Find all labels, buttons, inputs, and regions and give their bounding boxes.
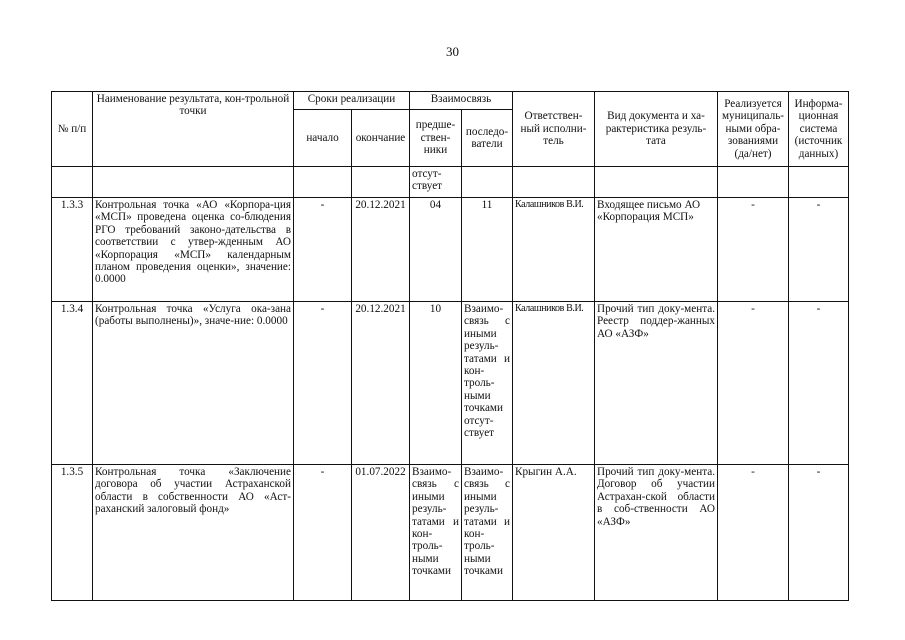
row-municipal: - — [718, 302, 789, 465]
row-end: 20.12.2021 — [352, 198, 410, 302]
carry-predecessors: отсут-ствует — [410, 167, 462, 198]
header-period: Сроки реализации — [294, 92, 410, 110]
row-document: Входящее письмо АО «Корпорация МСП» — [595, 198, 718, 302]
row-start: - — [294, 302, 352, 465]
row-info-system: - — [789, 302, 849, 465]
row-predecessors: 04 — [410, 198, 462, 302]
table-row — [52, 465, 849, 601]
row-num: 1.3.3 — [52, 198, 93, 302]
row-responsible: Калашников В.И. — [513, 302, 595, 465]
row-end: 01.07.2022 — [352, 465, 410, 601]
carry-num — [52, 167, 93, 198]
plan-table — [51, 91, 849, 601]
carry-info — [789, 167, 849, 198]
carry-document — [595, 167, 718, 198]
header-name: Наименование результата, кон-трольной точки — [93, 92, 294, 167]
row-num: 1.3.5 — [52, 465, 93, 601]
table-row — [52, 198, 849, 302]
row-municipal: - — [718, 198, 789, 302]
header-municipal: Реализуется муниципаль-ными обра-зованиями (да/нет) — [718, 92, 789, 167]
header-info-system: Информа-ционная система (источник данных) — [789, 92, 849, 167]
row-responsible: Калашников В.И. — [513, 198, 595, 302]
row-name: Контрольная точка «АО «Корпора-ция «МСП» проведена оценка со-блюдения РГО требований законо-дательства в соответствии с утвер-жденным АО «Корпорация «МСП» календарным планом проведения оценки», значение: 0.0000 — [93, 198, 294, 302]
row-successors: Взаимо-связь с иными резуль-татами и кон-троль-ными точками отсут-ствует — [462, 302, 513, 465]
row-info-system: - — [789, 465, 849, 601]
row-predecessors: 10 — [410, 302, 462, 465]
row-predecessors: Взаимо-связь с иными резуль-татами и кон-троль-ными точками — [410, 465, 462, 601]
header-start: начало — [294, 110, 352, 167]
row-successors: 11 — [462, 198, 513, 302]
header-num: № п/п — [52, 92, 93, 167]
carry-over-row — [52, 167, 849, 198]
carry-municipal — [718, 167, 789, 198]
row-municipal: - — [718, 465, 789, 601]
row-name: Контрольная точка «Услуга ока-зана (работы выполнены)», значе-ние: 0.0000 — [93, 302, 294, 465]
row-start: - — [294, 198, 352, 302]
carry-end — [352, 167, 410, 198]
carry-name — [93, 167, 294, 198]
table-row — [52, 302, 849, 465]
row-end: 20.12.2021 — [352, 302, 410, 465]
header-row-1 — [52, 92, 849, 110]
row-name: Контрольная точка «Заключение договора об участии Астраханской области в собственности АО «Аст-раханский залоговый фонд» — [93, 465, 294, 601]
header-document: Вид документа и ха-рактеристика резуль-тата — [595, 92, 718, 167]
row-start: - — [294, 465, 352, 601]
carry-start — [294, 167, 352, 198]
carry-responsible — [513, 167, 595, 198]
row-info-system: - — [789, 198, 849, 302]
row-successors: Взаимо-связь с иными резуль-татами и кон-троль-ными точками — [462, 465, 513, 601]
row-document: Прочий тип доку-мента. Реестр поддер-жанных АО «АЗФ» — [595, 302, 718, 465]
row-num: 1.3.4 — [52, 302, 93, 465]
row-document: Прочий тип доку-мента. Договор об участии Астрахан-ской области в соб-ственности АО «АЗФ» — [595, 465, 718, 601]
header-predecessors: предше-ствен-ники — [410, 110, 462, 167]
carry-successors — [462, 167, 513, 198]
page-number: 30 — [446, 44, 459, 59]
header-responsible: Ответствен-ный исполни-тель — [513, 92, 595, 167]
header-end: окончание — [352, 110, 410, 167]
header-link: Взаимосвязь — [410, 92, 513, 110]
row-responsible: Крыгин А.А. — [513, 465, 595, 601]
header-successors: последо-ватели — [462, 110, 513, 167]
